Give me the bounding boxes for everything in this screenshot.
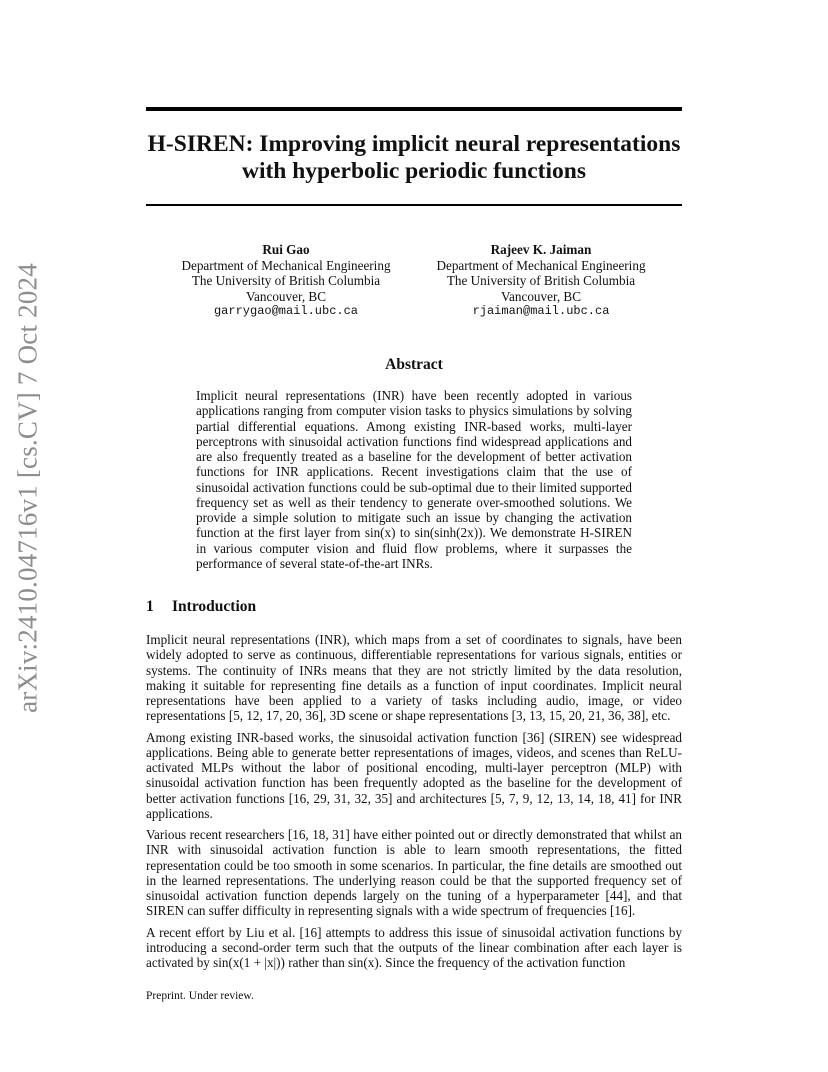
author-block-1 [166, 242, 406, 320]
author-email: garrygao@mail.ubc.ca [213, 304, 359, 318]
author-location: Vancouver, BC [245, 288, 327, 304]
author-university: The University of British Columbia [191, 273, 381, 288]
title-top-rule [146, 107, 682, 111]
author-department: Department of Mechanical Engineering [436, 257, 646, 273]
body-paragraph: Implicit neural representations (INR), which maps from a set of coordinates to signals, have been widely adopted to serve as continuous, differentiable representations for various signals, entities or systems. The continuity of INRs means that they are not strictly limited by the data resolution, making it suitable for representing fine details as a function of input coordinates. Implicit neural representations have been applied to a variety of tasks including audio, image, or video representations [5, 12, 17, 20, 36], 3D scene or shape representations [3, 13, 15, 20, 21, 36, 38], etc. [146, 632, 682, 724]
arxiv-identifier-sidebar [8, 0, 48, 1072]
arxiv-identifier: arXiv:2410.04716v1 [cs.CV] 7 Oct 2024 [12, 263, 43, 713]
title-bottom-rule [146, 204, 682, 206]
section-heading [146, 598, 256, 616]
author-block-2 [421, 242, 661, 320]
body-paragraph: Among existing INR-based works, the sinusoidal activation function [36] (SIREN) see widespread applications. Being able to generate better representations of images, videos, and scenes than ReLU-activated MLPs without the labor of positional encoding, multi-layer perceptron (MLP) with sinusoidal activation function has been frequently adopted as the baseline for the development of better activation functions [16, 29, 31, 32, 35] and architectures [5, 7, 9, 12, 13, 14, 18, 41] for INR applications. [146, 729, 682, 821]
abstract-heading: Abstract [385, 356, 443, 373]
author-department: Department of Mechanical Engineering [181, 257, 391, 273]
author-name: Rajeev K. Jaiman [490, 242, 592, 257]
paper-title: H-SIREN: Improving implicit neural representations with hyperbolic periodic functions [147, 131, 681, 184]
author-email: rjaiman@mail.ubc.ca [472, 304, 610, 318]
body-paragraph: Various recent researchers [16, 18, 31] have either pointed out or directly demonstrated that whilst an INR with sinusoidal activation function is able to learn smooth representations, the fitted representation could be too smooth in some scenarios. In particular, the fine details are smoothed out in the learned representations. The underlying reason could be that the supported frequency set of sinusoidal activation function depends largely on the tuning of a hyperparameter [44], and that SIREN can suffer difficulty in representing signals with a wide spectrum of frequencies [16]. [146, 827, 682, 919]
author-university: The University of British Columbia [446, 273, 636, 288]
author-location: Vancouver, BC [500, 288, 582, 304]
body-paragraph: A recent effort by Liu et al. [16] attempts to address this issue of sinusoidal activation functions by introducing a second-order term such that the outputs of the linear combination after each layer is activated by sin(x(1 + |x|)) rather than sin(x). Since the frequency of the activation function [146, 924, 682, 970]
section-title: Introduction [172, 598, 257, 615]
section-number: 1 [146, 598, 154, 615]
abstract-text: Implicit neural representations (INR) have been recently adopted in various applications ranging from computer vision tasks to physics simulations by solving partial differential equations. Among existing INR-based works, multi-layer perceptrons with sinusoidal activation functions find widespread applications and are also frequently treated as a baseline for the development of better activation functions for INR applications. Recent investigations claim that the use of sinusoidal activation functions could be sub-optimal due to their limited supported frequency set as well as their tendency to generate over-smoothed solutions. We provide a simple solution to mitigate such an issue by changing the activation function at the first layer from sin(x) to sin(sinh(2x)). We demonstrate H-SIREN in various computer vision and fluid flow problems, where it surpasses the performance of several state-of-the-art INRs. [196, 388, 632, 571]
footer-note: Preprint. Under review. [146, 990, 254, 1002]
author-name: Rui Gao [262, 242, 310, 257]
section-body [146, 632, 682, 976]
